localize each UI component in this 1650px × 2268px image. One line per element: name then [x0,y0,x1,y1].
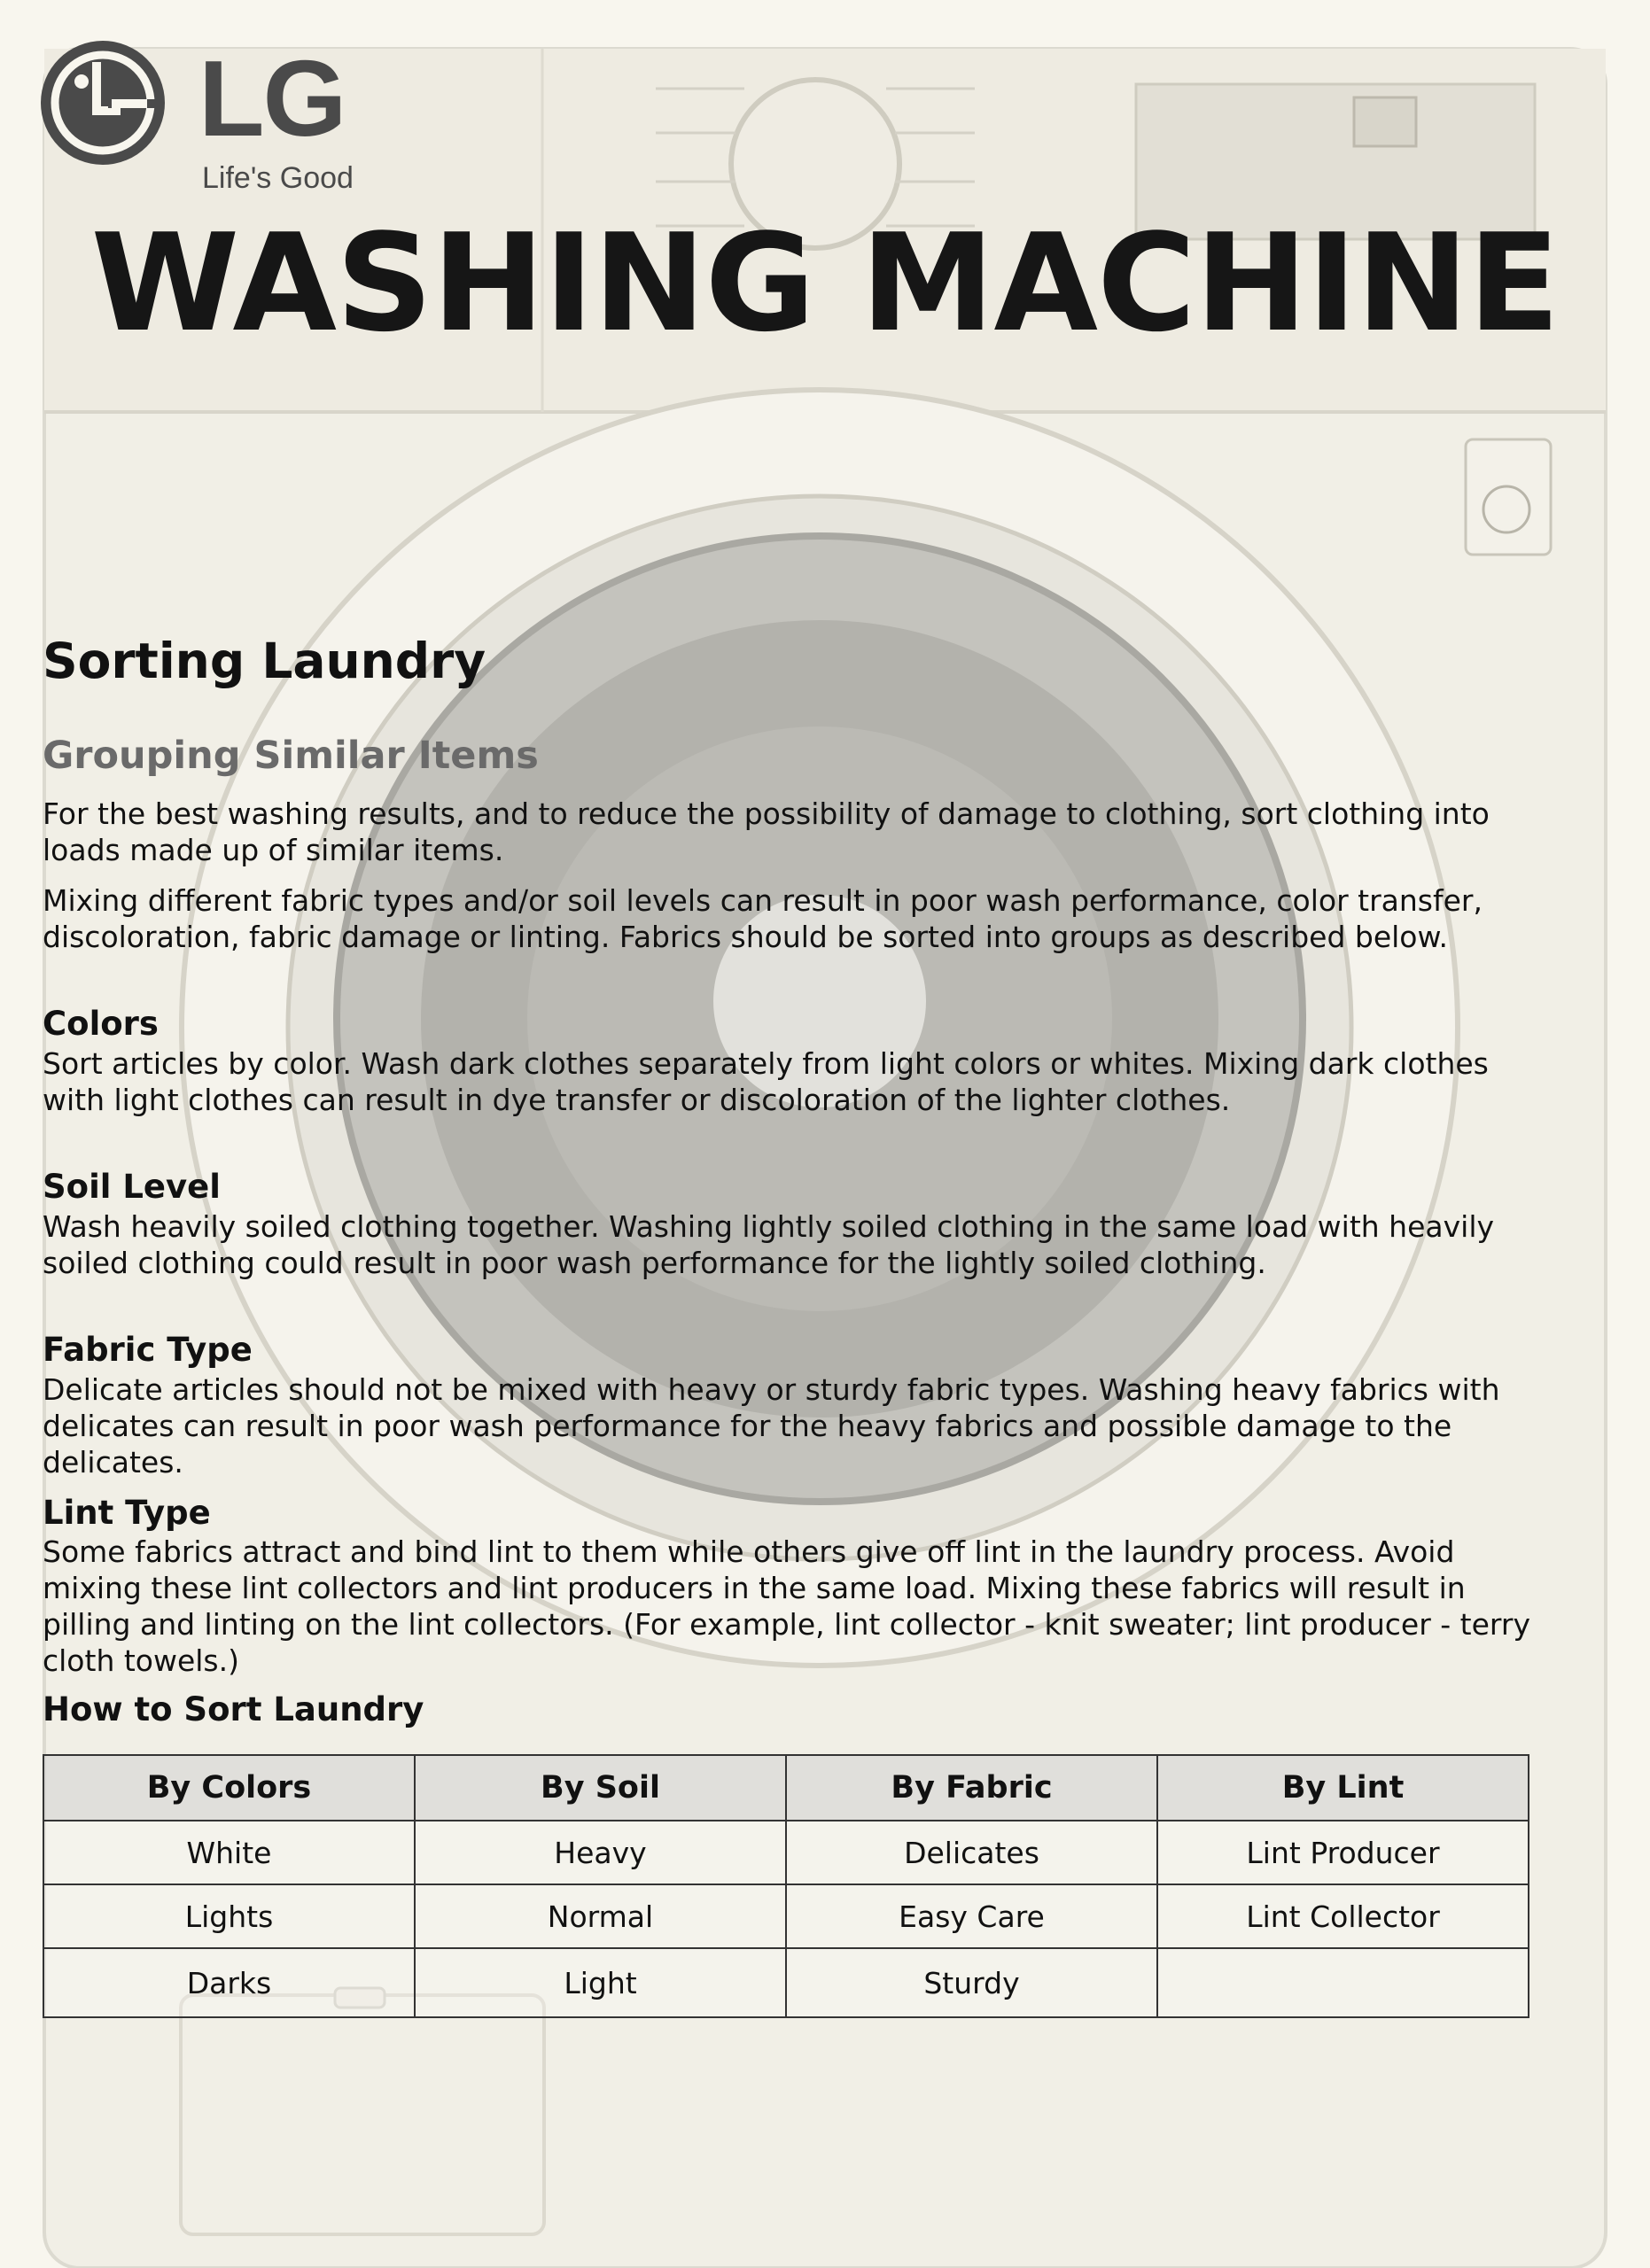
table-cell: Lights [43,1884,415,1948]
topic-text-soil-level: Wash heavily soiled clothing together. Washing lightly soiled clothing in the same load with heavily soiled clothing could result in poor wash performance for the lightly soiled clothing. [43,1209,1495,1280]
sort-table-title: How to Sort Laundry [43,1690,424,1728]
topic-title-soil-level: Soil Level [43,1168,221,1206]
table-header-cell: By Lint [1157,1755,1529,1821]
table-cell: White [43,1821,415,1884]
topic-text-lint-type: Some fabrics attract and bind lint to them while others give off lint in the laundry process. Avoid mixing these lint collectors and lint producers in the same load. Mixing these fabrics will result in pilling and linting on the lint collectors. (For example, lint collector - knit sweater; lint producer - terry cloth towels.) [43,1534,1530,1678]
section-heading: Sorting Laundry [43,633,486,689]
table-header-cell: By Fabric [786,1755,1157,1821]
topic-text-fabric-type: Delicate articles should not be mixed with heavy or sturdy fabric types. Washing heavy fabrics with delicates can result in poor wash performance for the heavy fabrics and possible damage to the delicates. [43,1372,1500,1480]
page-title: WASHING MACHINE [90,205,1560,361]
table-row [43,1884,1529,1948]
table-cell: Easy Care [786,1884,1157,1948]
topic-text-colors: Sort articles by color. Wash dark clothes separately from light colors or whites. Mixing dark clothes with light clothes can result in dye transfer or discoloration of the lighter clothes. [43,1046,1489,1117]
table-header-row [43,1755,1529,1821]
table-cell [1157,1948,1529,2017]
table-cell: Darks [43,1948,415,2017]
topic-title-fabric-type: Fabric Type [43,1331,253,1369]
table-cell: Sturdy [786,1948,1157,2017]
table-cell: Light [415,1948,786,2017]
logo-wordmark: LG [198,38,346,159]
table-cell: Lint Collector [1157,1884,1529,1948]
table-header-cell: By Colors [43,1755,415,1821]
lg-face-icon [41,41,165,165]
topic-title-colors: Colors [43,1005,159,1043]
table-cell: Heavy [415,1821,786,1884]
sort-laundry-table [43,1754,1529,2018]
intro-paragraph-1: For the best washing results, and to reduce the possibility of damage to clothing, sort clothing into loads made up of similar items. [43,796,1490,867]
brand-logo [41,38,377,200]
table-header-cell: By Soil [415,1755,786,1821]
section-subheading: Grouping Similar Items [43,734,539,778]
table-row [43,1948,1529,2017]
table-cell: Delicates [786,1821,1157,1884]
logo-tagline: Life's Good [202,161,354,195]
intro-paragraph-2: Mixing different fabric types and/or soil levels can result in poor wash performance, color transfer, discoloration, fabric damage or linting. Fabrics should be sorted into groups as described below. [43,883,1483,954]
topic-title-lint-type: Lint Type [43,1494,211,1532]
table-row [43,1821,1529,1884]
table-cell: Normal [415,1884,786,1948]
table-cell: Lint Producer [1157,1821,1529,1884]
